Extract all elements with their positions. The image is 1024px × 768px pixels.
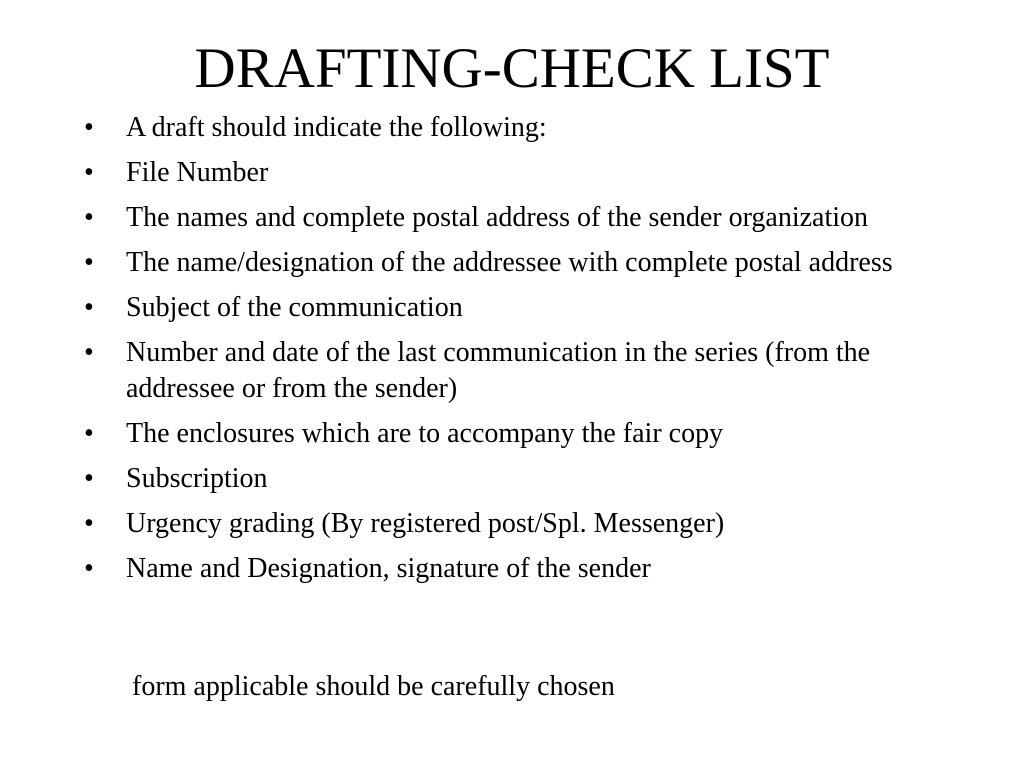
list-item [84, 110, 944, 146]
bullet-icon: • [84, 337, 94, 368]
list-item [84, 335, 944, 407]
continuation-text: form applicable should be carefully chosen [132, 671, 615, 702]
list-item-text: The enclosures which are to accompany the fair copy [126, 418, 724, 449]
list-item-text: Urgency grading (By registered post/Spl. Messenger) [126, 508, 725, 539]
list-item [84, 461, 944, 497]
bullet-icon: • [84, 247, 94, 278]
list-item [84, 155, 944, 191]
bullet-icon: • [84, 463, 94, 494]
list-item-text: Subject of the communication [126, 292, 463, 323]
list-item-text: A draft should indicate the following: [126, 112, 547, 143]
list-item [84, 200, 944, 236]
bullet-icon: • [84, 292, 94, 323]
bullet-icon: • [84, 202, 94, 233]
list-item-text: The name/designation of the addressee with complete postal address [126, 247, 893, 278]
list-item [84, 290, 944, 326]
bullet-icon: • [84, 157, 94, 188]
list-item-text: Number and date of the last communication in the series (from the addressee or from the sender) [126, 337, 871, 404]
checklist [84, 110, 944, 596]
bullet-icon: • [84, 418, 94, 449]
bullet-icon: • [84, 508, 94, 539]
bullet-icon: • [84, 112, 94, 143]
list-item [84, 551, 944, 587]
slide-title: DRAFTING-CHECK LIST [194, 37, 830, 100]
list-item [84, 245, 944, 281]
list-item-text: File Number [126, 157, 269, 188]
bullet-icon: • [84, 553, 94, 584]
list-item-text: The names and complete postal address of the sender organization [126, 202, 869, 233]
list-item-text: Name and Designation, signature of the sender [126, 553, 651, 584]
list-item [84, 506, 944, 542]
list-item-text: Subscription [126, 463, 268, 494]
list-item [84, 416, 944, 452]
